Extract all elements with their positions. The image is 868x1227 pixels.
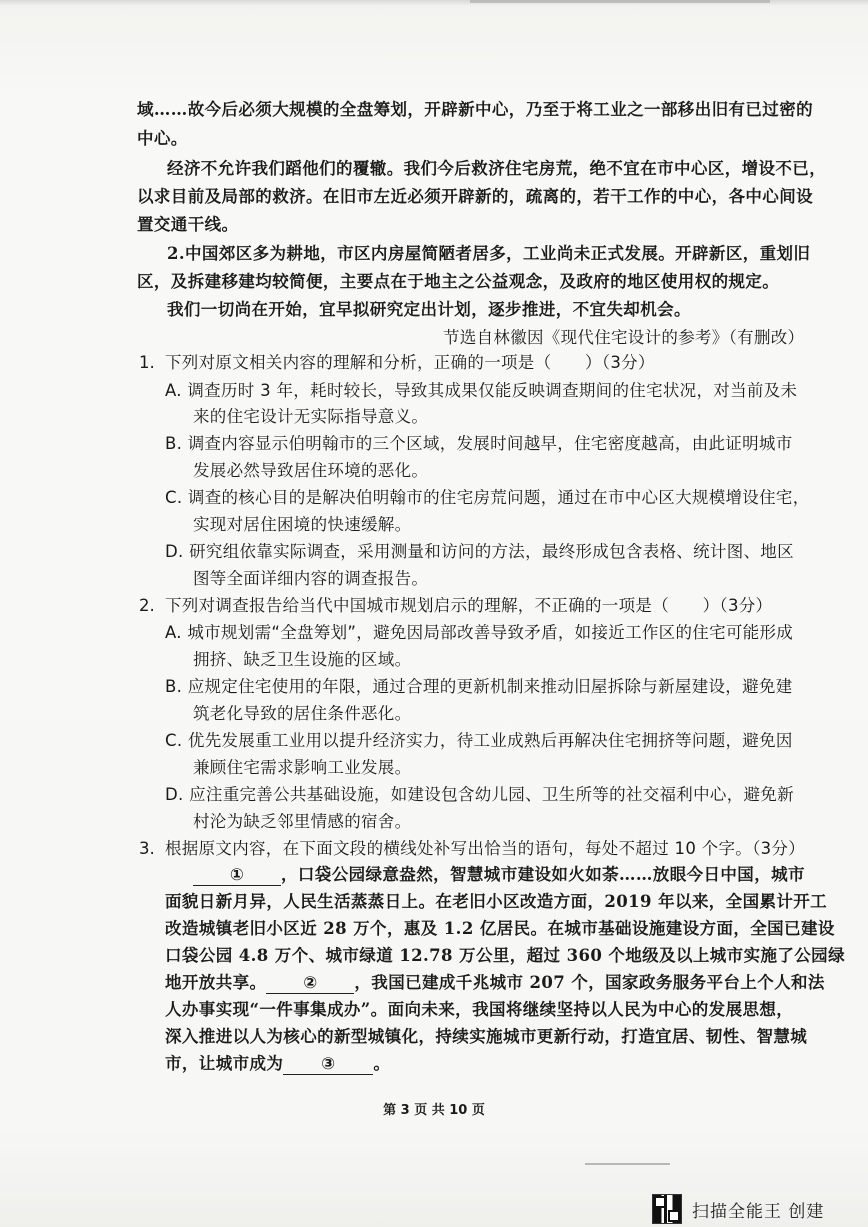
question-number: 3. [139,839,155,858]
q3-paragraph-line: 口袋公园 4.8 万个、城市绿道 12.78 万公里，超过 360 个地级及以上城市实施了公园绿 [165,946,845,965]
option-line: B. 应规定住宅使用的年限，通过合理的更新机制来推动旧屋拆除与新屋建设，避免建 [165,677,793,696]
passage-line: 中心。 [137,129,188,148]
option-line: 兼顾住宅需求影响工业发展。 [193,758,412,777]
scan-streak [470,0,770,3]
option-line: 图等全面详细内容的调查报告。 [193,569,429,588]
option-line: 拥挤、缺乏卫生设施的区域。 [193,650,412,669]
q3-text: ，口袋公园绿意盎然，智慧城市建设如火如荼……放眼今日中国，城市 [281,865,805,884]
answer-blank-1[interactable]: ① [193,865,281,886]
q3-text: 。 [373,1054,391,1073]
passage-source: 节选自林徽因《现代住宅设计的参考》（有删改） [443,328,805,347]
passage-line: 置交通干线。 [137,215,239,234]
answer-blank-2[interactable]: ② [266,973,354,994]
q3-paragraph-line [165,972,825,994]
question-number: 2. [139,596,155,615]
option-line: 筑老化导致的居住条件恶化。 [193,704,412,723]
passage-line: 以求目前及局部的救济。在旧市左近必须开辟新的，疏离的，若干工作的中心，各中心间设 [137,187,813,206]
q3-paragraph-line: 面貌日新月异，人民生活蒸蒸日上。在老旧小区改造方面，2019 年以来，全国累计开工 [165,892,828,911]
q3-text: 地开放共享。 [165,973,267,992]
option-line: A. 城市规划需“全盘筹划”，避免因局部改善导致矛盾，如接近工作区的住宅可能形成 [165,623,794,642]
option-line: 发展必然导致居住环境的恶化。 [193,461,429,480]
q3-paragraph-line [193,864,805,886]
q3-paragraph-line: 人办事实现“一件事集成办”。面向未来，我国将继续坚持以人民为中心的发展思想， [165,1000,794,1019]
page-number: 第 3 页 共 10 页 [383,1103,485,1118]
passage-line: 我们一切尚在开始，宜早拟研究定出计划，逐步推进，不宜失却机会。 [167,300,691,319]
question-stem: 根据原文内容，在下面文段的横线处补写出恰当的语句，每处不超过 10 个字。（3分） [165,839,806,858]
option-line: D. 研究组依靠实际调查，采用测量和访问的方法，最终形成包含表格、统计图、地区 [165,542,794,561]
qr-code-icon [652,1194,682,1224]
scanner-watermark [652,1196,824,1222]
q3-paragraph-line: 深入推进以人为核心的新型城镇化，持续实施城市更新行动，打造宜居、韧性、智慧城 [165,1027,808,1046]
passage-line: 域……故今后必须大规模的全盘筹划，开辟新中心，乃至于将工业之一部移出旧有已过密的 [137,100,813,119]
passage-line: 区，及拆建移建均较简便，主要点在于地主之公益观念，及政府的地区使用权的规定。 [137,272,780,291]
question-stem: 下列对原文相关内容的理解和分析，正确的一项是（ ）（3分） [165,353,655,372]
q3-text: ，我国已建成千兆城市 207 个，国家政务服务平台上个人和法 [354,973,825,992]
option-line: 实现对居住困境的快速缓解。 [193,515,412,534]
option-line: C. 调查的核心目的是解决伯明翰市的住宅房荒问题，通过在市中心区大规模增设住宅， [165,488,810,507]
q3-paragraph-line: 改造城镇老旧小区近 28 万个，惠及 1.2 亿居民。在城市基础设施建设方面，全国已建设 [165,919,835,938]
passage-line: 2.中国郊区多为耕地，市区内房屋简陋者居多，工业尚未正式发展。开辟新区，重划旧 [167,244,811,263]
q3-paragraph-line [165,1053,390,1075]
answer-blank-3[interactable]: ③ [283,1054,373,1075]
question-number: 1. [139,353,155,372]
option-line: 村沦为缺乏邻里情感的宿舍。 [193,812,412,831]
question-stem: 下列对调查报告给当代中国城市规划启示的理解，不正确的一项是（ ）（3分） [165,596,773,615]
option-line: C. 优先发展重工业用以提升经济实力，待工业成熟后再解决住宅拥挤等问题，避免因 [165,731,793,750]
option-line: 来的住宅设计无实际指导意义。 [193,407,429,426]
scan-mark [585,1163,670,1165]
option-line: A. 调查历时 3 年，耗时较长，导致其成果仅能反映调查期间的住宅状况，对当前及未 [165,381,798,400]
passage-line: 经济不允许我们蹈他们的覆辙。我们今后救济住宅房荒，绝不宜在市中心区，增设不已， [167,159,827,178]
q3-text: 市，让城市成为 [165,1054,284,1073]
scanner-label: 扫描全能王 创建 [692,1201,825,1222]
option-line: D. 应注重完善公共基础设施，如建设包含幼儿园、卫生所等的社交福利中心，避免新 [165,785,794,804]
option-line: B. 调查内容显示伯明翰市的三个区域，发展时间越早，住宅密度越高，由此证明城市 [165,434,793,453]
